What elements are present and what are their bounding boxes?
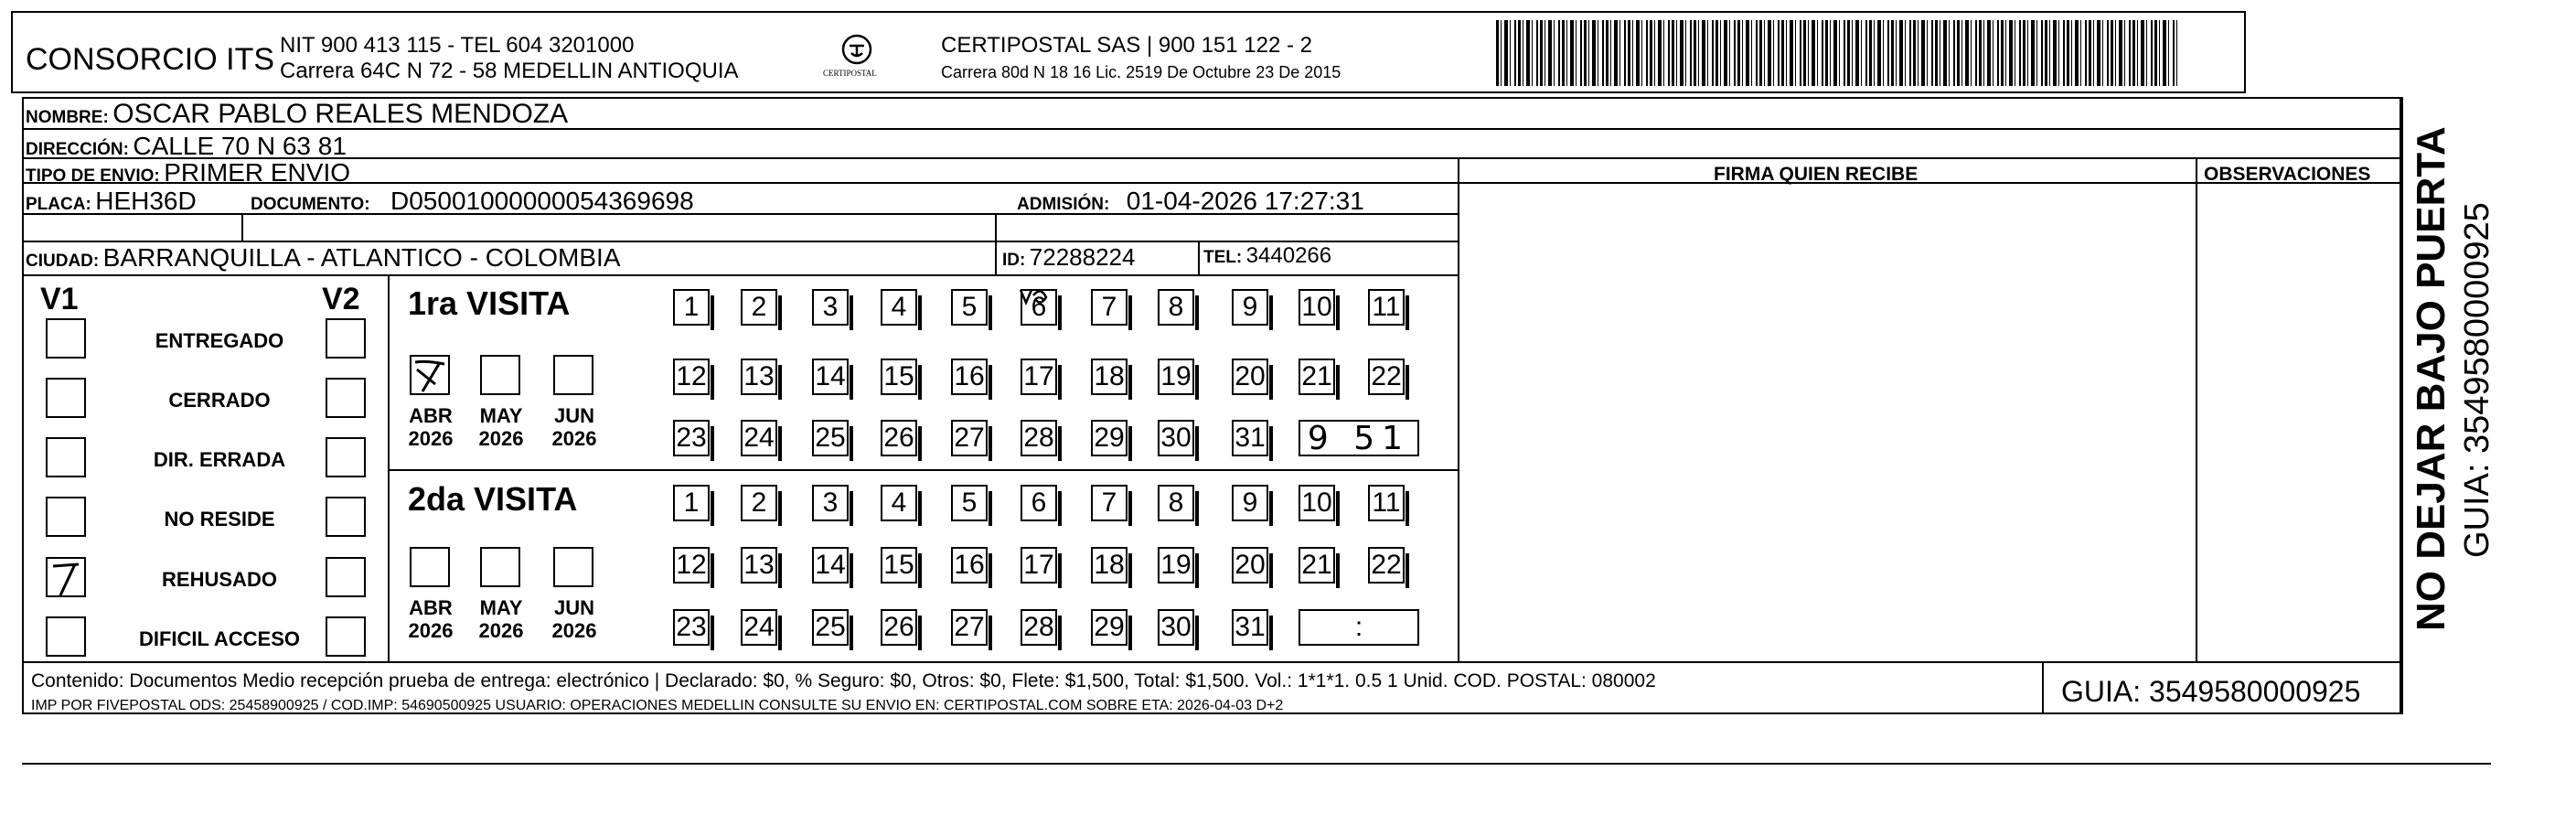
month-checkbox[interactable]: [410, 355, 450, 395]
direccion-value: CALLE 70 N 63 81: [133, 132, 347, 160]
tel-label: TEL:: [1203, 248, 1243, 267]
day-label: 15: [883, 550, 914, 580]
company-nit: NIT 900 413 115 - TEL 604 3201000: [280, 33, 635, 58]
tipo-envio-value: PRIMER ENVIO: [164, 158, 351, 187]
day-label: 6: [1031, 292, 1047, 323]
documento-value: D05001000000054369698: [390, 187, 694, 215]
day-label: 4: [891, 487, 907, 518]
day-label: 19: [1160, 361, 1192, 391]
day-checkbox[interactable]: [1368, 359, 1405, 395]
day-checkbox[interactable]: [1232, 359, 1268, 395]
admision-label: ADMISIÓN:: [1017, 195, 1110, 214]
day-label: 14: [815, 361, 846, 391]
day-label: 1: [683, 487, 700, 518]
day-label: 5: [961, 487, 978, 518]
month-checkbox[interactable]: [553, 355, 593, 395]
day-label: 7: [1101, 487, 1117, 518]
status-label: DIFICIL ACCESO: [138, 627, 300, 650]
day-label: 14: [815, 550, 846, 580]
day-label: 13: [743, 361, 775, 391]
day-checkbox[interactable]: [1091, 609, 1128, 646]
tipo-envio-row: [26, 160, 350, 186]
admision-row: [1017, 188, 1364, 214]
day-checkbox[interactable]: [951, 289, 988, 326]
carrier-address: Carrera 80d N 18 16 Lic. 2519 De Octubre 23 De 2015: [941, 63, 1341, 81]
day-checkbox[interactable]: [881, 359, 917, 395]
certipostal-logo: [816, 33, 898, 84]
day-checkbox[interactable]: [741, 289, 777, 326]
ciudad-value: BARRANQUILLA - ATLANTICO - COLOMBIA: [102, 243, 621, 272]
day-checkbox[interactable]: [812, 547, 849, 584]
v2-checkbox[interactable]: [326, 318, 366, 359]
status-label: DIR. ERRADA: [153, 448, 286, 471]
second-visit-title: 2da VISITA: [408, 480, 578, 518]
month-label: MAY 2026: [478, 404, 524, 451]
day-label: 5: [961, 292, 978, 322]
day-checkbox[interactable]: [741, 547, 777, 584]
day-label: 17: [1023, 361, 1054, 391]
day-checkbox[interactable]: [951, 359, 988, 395]
first-visit-title: 1ra VISITA: [408, 284, 571, 322]
ciudad-label: CIUDAD:: [26, 252, 100, 271]
day-label: 31: [1235, 423, 1266, 453]
day-checkbox[interactable]: [1091, 420, 1128, 456]
time-field[interactable]: [1299, 420, 1419, 456]
day-checkbox[interactable]: [673, 359, 710, 395]
day-label: 2: [751, 292, 767, 322]
v2-checkbox[interactable]: [326, 378, 366, 418]
day-checkbox[interactable]: [1091, 485, 1128, 521]
footer-line1: Contenido: Documentos Medio recepción prueba de entrega: electrónico | Declarado: $0, % Seguro: $0, Otros: $0, Flete: $1,500, Total: $1,500. Vol.: 1*1*1. 0.5 1 Unid. COD. POSTAL: 080002: [31, 670, 1656, 691]
tel-row: [1203, 245, 1331, 267]
day-label: 20: [1235, 361, 1266, 391]
day-label: 8: [1168, 292, 1184, 322]
day-label: 11: [1372, 292, 1401, 322]
tel-value: 3440266: [1245, 243, 1332, 268]
nombre-row: [26, 101, 568, 128]
day-label: 19: [1160, 550, 1192, 580]
handwritten-mark-icon: [1019, 284, 1052, 319]
barcode: [1496, 20, 2177, 86]
footer-guia: GUIA: 3549580000925: [2061, 675, 2361, 708]
day-checkbox[interactable]: [812, 609, 849, 646]
v1-checkbox[interactable]: [46, 557, 86, 597]
v1-label: V1: [40, 282, 79, 316]
day-checkbox[interactable]: [1091, 289, 1128, 326]
day-label: 28: [1023, 423, 1054, 453]
month-checkbox[interactable]: [480, 547, 520, 587]
day-label: 12: [676, 361, 707, 391]
day-checkbox[interactable]: [1232, 485, 1268, 521]
day-checkbox[interactable]: [1299, 289, 1335, 326]
day-label: 30: [1160, 612, 1192, 642]
admision-value: 01-04-2026 17:27:31: [1126, 187, 1364, 215]
day-checkbox[interactable]: [1368, 547, 1405, 584]
day-checkbox[interactable]: [1368, 485, 1405, 521]
day-checkbox[interactable]: [881, 485, 917, 521]
tipo-envio-label: TIPO DE ENVIO:: [26, 166, 160, 186]
day-label: 10: [1301, 292, 1332, 322]
day-label: 9: [1242, 292, 1258, 322]
nombre-value: OSCAR PABLO REALES MENDOZA: [112, 99, 569, 129]
day-checkbox[interactable]: [1232, 289, 1268, 326]
day-label: 24: [743, 423, 775, 453]
day-label: 22: [1371, 361, 1402, 391]
day-checkbox[interactable]: [673, 420, 710, 456]
side-guia: GUIA: 3549580000925: [2458, 202, 2496, 558]
day-label: 29: [1094, 423, 1125, 453]
day-label: 29: [1094, 612, 1125, 642]
day-label: 23: [676, 612, 707, 642]
day-checkbox[interactable]: [741, 485, 777, 521]
time-field[interactable]: [1299, 609, 1419, 646]
id-row: [1002, 245, 1135, 269]
day-label: 10: [1301, 487, 1332, 518]
day-checkbox[interactable]: [1158, 547, 1194, 584]
day-checkbox[interactable]: [951, 609, 988, 646]
day-checkbox[interactable]: [812, 420, 849, 456]
day-checkbox[interactable]: [1021, 609, 1057, 646]
logo-text: CERTIPOSTAL: [823, 69, 877, 78]
month-checkbox[interactable]: [480, 355, 520, 395]
day-label: 27: [954, 423, 985, 453]
v2-checkbox[interactable]: [326, 616, 366, 657]
day-checkbox[interactable]: [951, 420, 988, 456]
company-address: Carrera 64C N 72 - 58 MEDELLIN ANTIOQUIA: [280, 59, 739, 83]
day-label: 16: [954, 361, 985, 391]
day-checkbox[interactable]: [1158, 609, 1194, 646]
month-label: JUN 2026: [551, 404, 597, 451]
day-label: 25: [815, 423, 846, 453]
day-checkbox[interactable]: [1158, 420, 1194, 456]
v2-checkbox[interactable]: [326, 437, 366, 477]
day-checkbox[interactable]: [812, 485, 849, 521]
direccion-label: DIRECCIÓN:: [26, 140, 129, 159]
handwritten-mark-icon: [412, 357, 452, 397]
footer-line2: IMP POR FIVEPOSTAL ODS: 25458900925 / COD.IMP: 54690500925 USUARIO: OPERACIONES MEDELLIN CONSULTE SU ENVIO EN: CERTIPOSTAL.COM SOBRE ETA: 2026-04-03 D+2: [31, 698, 1284, 713]
day-checkbox[interactable]: [881, 609, 917, 646]
placa-row: [26, 188, 197, 214]
day-checkbox[interactable]: [1091, 547, 1128, 584]
nombre-label: NOMBRE:: [26, 108, 109, 127]
day-checkbox[interactable]: [741, 359, 777, 395]
direccion-row: [26, 134, 347, 159]
v1-checkbox[interactable]: [46, 437, 86, 477]
side-guia-wrap: [2460, 137, 2500, 558]
day-checkbox[interactable]: [881, 420, 917, 456]
day-label: 21: [1301, 361, 1332, 391]
day-checkbox[interactable]: [1299, 547, 1335, 584]
day-label: 16: [954, 550, 985, 580]
day-checkbox[interactable]: [1232, 609, 1268, 646]
day-checkbox[interactable]: [1158, 359, 1194, 395]
day-checkbox[interactable]: [1299, 485, 1335, 521]
documento-row: [251, 188, 694, 214]
status-label: NO RESIDE: [164, 508, 275, 530]
day-checkbox[interactable]: [673, 289, 710, 326]
day-label: 18: [1094, 361, 1125, 391]
day-label: 11: [1372, 487, 1401, 518]
day-label: 12: [676, 550, 707, 580]
day-label: 2: [751, 487, 767, 518]
day-checkbox[interactable]: [1091, 359, 1128, 395]
day-checkbox[interactable]: [673, 609, 710, 646]
v1-checkbox[interactable]: [46, 497, 86, 537]
status-label: REHUSADO: [162, 568, 277, 591]
day-label: 30: [1160, 423, 1192, 453]
day-label: 25: [815, 612, 846, 642]
v2-label: V2: [322, 282, 360, 316]
side-notice: NO DEJAR BAJO PUERTA: [2409, 126, 2453, 631]
month-label: ABR 2026: [408, 596, 454, 643]
day-checkbox[interactable]: [951, 485, 988, 521]
day-checkbox[interactable]: [1368, 289, 1405, 326]
month-label: MAY 2026: [478, 596, 524, 643]
day-label: 7: [1101, 292, 1117, 322]
day-label: 18: [1094, 550, 1125, 580]
day-label: 8: [1168, 487, 1184, 518]
day-checkbox[interactable]: [881, 547, 917, 584]
day-label: 6: [1031, 487, 1047, 518]
day-checkbox[interactable]: [673, 547, 710, 584]
status-label: ENTREGADO: [155, 329, 284, 352]
day-checkbox[interactable]: [1158, 485, 1194, 521]
day-checkbox[interactable]: [881, 289, 917, 326]
day-checkbox[interactable]: [741, 420, 777, 456]
day-label: 1: [683, 292, 700, 322]
day-checkbox[interactable]: [1232, 420, 1268, 456]
day-checkbox[interactable]: [1232, 547, 1268, 584]
day-checkbox[interactable]: [812, 289, 849, 326]
observaciones-header: OBSERVACIONES: [2204, 164, 2371, 185]
v1-checkbox[interactable]: [46, 318, 86, 359]
day-label: 21: [1301, 550, 1332, 580]
day-label: 26: [883, 612, 914, 642]
side-notice-wrap: [2411, 119, 2457, 631]
firma-header: FIRMA QUIEN RECIBE: [1714, 164, 1919, 185]
day-label: 26: [883, 423, 914, 453]
company-name: CONSORCIO ITS: [26, 42, 275, 77]
v1-checkbox[interactable]: [46, 616, 86, 657]
handwritten-mark-icon: [48, 559, 88, 599]
day-checkbox[interactable]: [673, 485, 710, 521]
day-label: 22: [1371, 550, 1402, 580]
month-label: JUN 2026: [551, 596, 597, 643]
day-label: 20: [1235, 550, 1266, 580]
day-checkbox[interactable]: [1021, 289, 1057, 326]
time-value: :: [1354, 612, 1363, 642]
day-label: 3: [822, 487, 839, 518]
month-checkbox[interactable]: [553, 547, 593, 587]
day-label: 9: [1242, 487, 1258, 518]
v1-checkbox[interactable]: [46, 378, 86, 418]
id-label: ID:: [1002, 251, 1026, 270]
day-checkbox[interactable]: [741, 609, 777, 646]
ciudad-row: [26, 245, 621, 271]
month-label: ABR 2026: [408, 404, 454, 451]
month-checkbox[interactable]: [410, 547, 450, 587]
day-label: 27: [954, 612, 985, 642]
day-label: 13: [743, 550, 775, 580]
day-label: 3: [822, 292, 839, 322]
day-label: 31: [1235, 612, 1266, 642]
day-checkbox[interactable]: [1021, 547, 1057, 584]
time-value: 9 51: [1307, 419, 1411, 457]
day-checkbox[interactable]: [1299, 359, 1335, 395]
day-checkbox[interactable]: [1021, 359, 1057, 395]
v2-checkbox[interactable]: [326, 557, 366, 597]
day-checkbox[interactable]: [1158, 289, 1194, 326]
placa-value: HEH36D: [95, 187, 197, 215]
day-label: 23: [676, 423, 707, 453]
day-checkbox[interactable]: [951, 547, 988, 584]
id-value: 72288224: [1029, 243, 1136, 271]
day-checkbox[interactable]: [1021, 420, 1057, 456]
day-checkbox[interactable]: [812, 359, 849, 395]
day-label: 28: [1023, 612, 1054, 642]
placa-label: PLACA:: [26, 195, 91, 214]
documento-label: DOCUMENTO:: [251, 195, 370, 214]
day-label: 4: [891, 292, 907, 322]
day-checkbox[interactable]: [1021, 485, 1057, 521]
day-label: 24: [743, 612, 775, 642]
day-label: 17: [1023, 550, 1054, 580]
v2-checkbox[interactable]: [326, 497, 366, 537]
status-label: CERRADO: [168, 389, 271, 412]
carrier-name: CERTIPOSTAL SAS | 900 151 122 - 2: [941, 33, 1312, 58]
day-label: 15: [883, 361, 914, 391]
